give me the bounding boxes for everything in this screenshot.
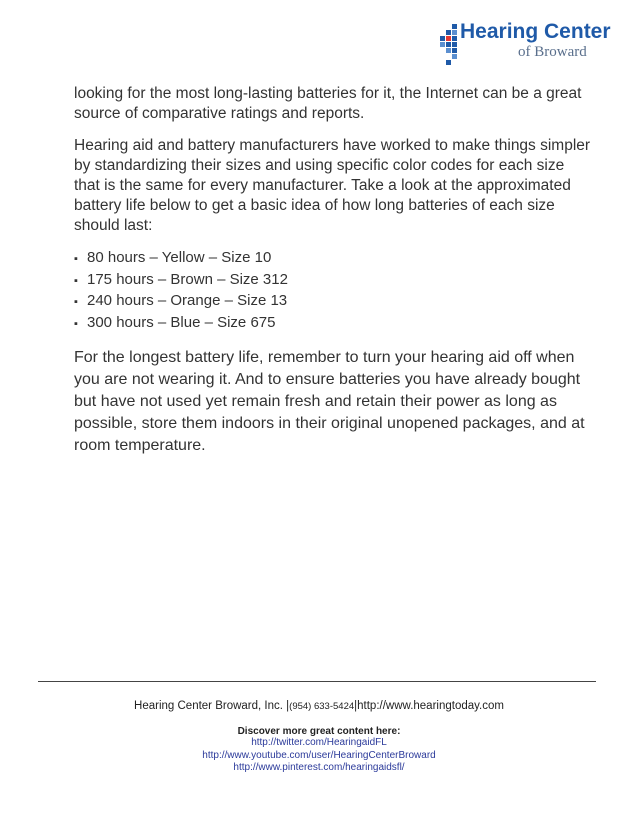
logo-squares-icon (440, 24, 460, 68)
footer-website-link[interactable]: http://www.hearingtoday.com (357, 700, 504, 712)
list-item: ▪ 300 hours – Blue – Size 675 (74, 313, 594, 335)
battery-life-list (74, 248, 594, 334)
pinterest-link[interactable]: http://www.pinterest.com/hearingaidsfl/ (233, 762, 405, 773)
bullet-icon: ▪ (74, 317, 78, 330)
list-item: ▪ 80 hours – Yellow – Size 10 (74, 248, 594, 270)
footer-company: Hearing Center Broward, Inc. (134, 700, 283, 712)
footer-divider (38, 681, 596, 682)
paragraph-storage: For the longest battery life, remember to turn your hearing aid off when you are not wearing it. And to ensure batteries you have already bought but have not used yet remain fresh and retain their power as long as possible, store them indoors in their original unopened packages, and at room temperature. (74, 349, 585, 454)
footer-separator: | (286, 700, 290, 712)
list-item: ▪ 240 hours – Orange – Size 13 (74, 291, 594, 313)
paragraph-intro: looking for the most long-lasting batteries for it, the Internet can be a great source of comparative ratings and reports. (74, 85, 582, 122)
bullet-icon: ▪ (74, 253, 78, 265)
footer-discover-heading: Discover more great content here: (237, 726, 401, 737)
footer-phone: (954) 633-5424 (289, 701, 355, 712)
list-item: ▪ 175 hours – Brown – Size 312 (74, 270, 594, 292)
footer-contact-line (0, 700, 638, 712)
youtube-link[interactable]: http://www.youtube.com/user/HearingCenterBroward (202, 749, 436, 761)
page-footer (0, 700, 638, 775)
bullet-icon: ▪ (74, 274, 78, 287)
logo-title: Hearing Center (460, 20, 611, 43)
logo-subtitle: of Broward (518, 44, 587, 60)
company-logo (440, 14, 611, 70)
paragraph-sizes: Hearing aid and battery manufacturers have worked to make things simpler by standardizing their sizes and using specific color codes for each size that is the same for every manufacturer. Take a look at the approximated battery life below to get a basic idea of how long batteries of each size should last: (74, 137, 591, 234)
bullet-icon: ▪ (74, 296, 78, 308)
footer-separator: | (354, 700, 358, 712)
twitter-link[interactable]: http://twitter.com/HearingaidFL (251, 737, 387, 748)
article-body (74, 84, 594, 457)
